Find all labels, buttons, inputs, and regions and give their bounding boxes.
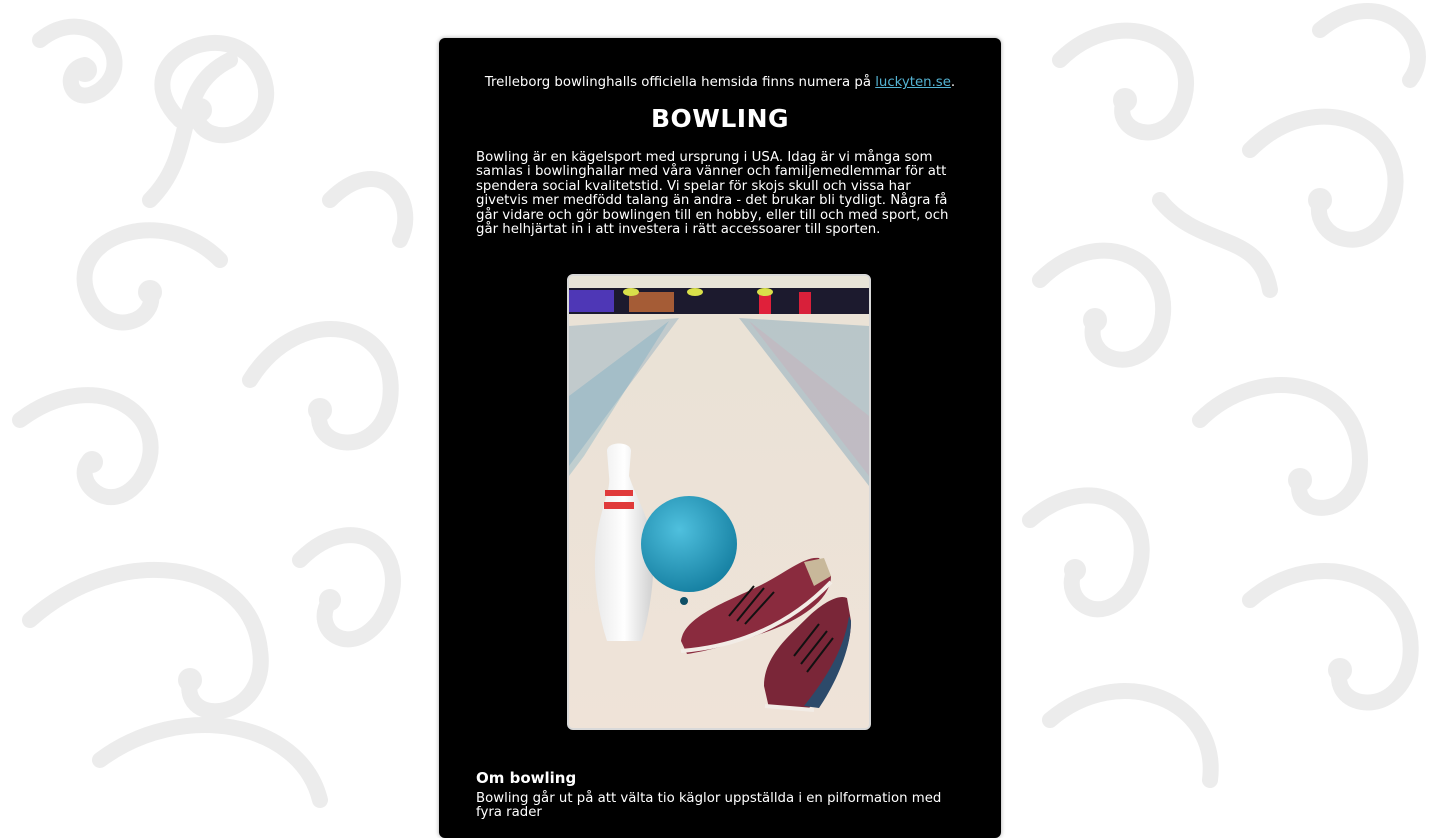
section-paragraph: Bowling går ut på att välta tio käglor uppställda i en pilformation med fyra rader <box>476 791 942 821</box>
content-panel <box>439 38 1001 838</box>
intro-paragraph: Bowling är en kägelsport med ursprung i USA. Idag är vi många som samlas i bowlinghallar med våra vänner och familjemedlemmar för att spendera social kvalitetstid. Vi spelar för skojs skull och vissa har givetvis mer medfödd talang än andra - det brukar bli tydligt. Några få går vidare och gör bowlingen till en hobby, eller till och med sport, och går helhjärtat in i att investera i rätt accessoarer till sporten. <box>476 150 949 238</box>
bowling-photo <box>567 274 871 730</box>
page-title: BOWLING <box>650 104 790 133</box>
notice-text: Trelleborg bowlinghalls officiella hemsida finns numera på <box>484 75 876 90</box>
section-heading: Om bowling <box>476 769 577 787</box>
bowling-scene-image <box>569 276 869 728</box>
luckyten-link[interactable]: luckyten.se <box>875 75 951 90</box>
site-moved-notice <box>439 75 1001 90</box>
notice-period: . <box>950 75 956 90</box>
